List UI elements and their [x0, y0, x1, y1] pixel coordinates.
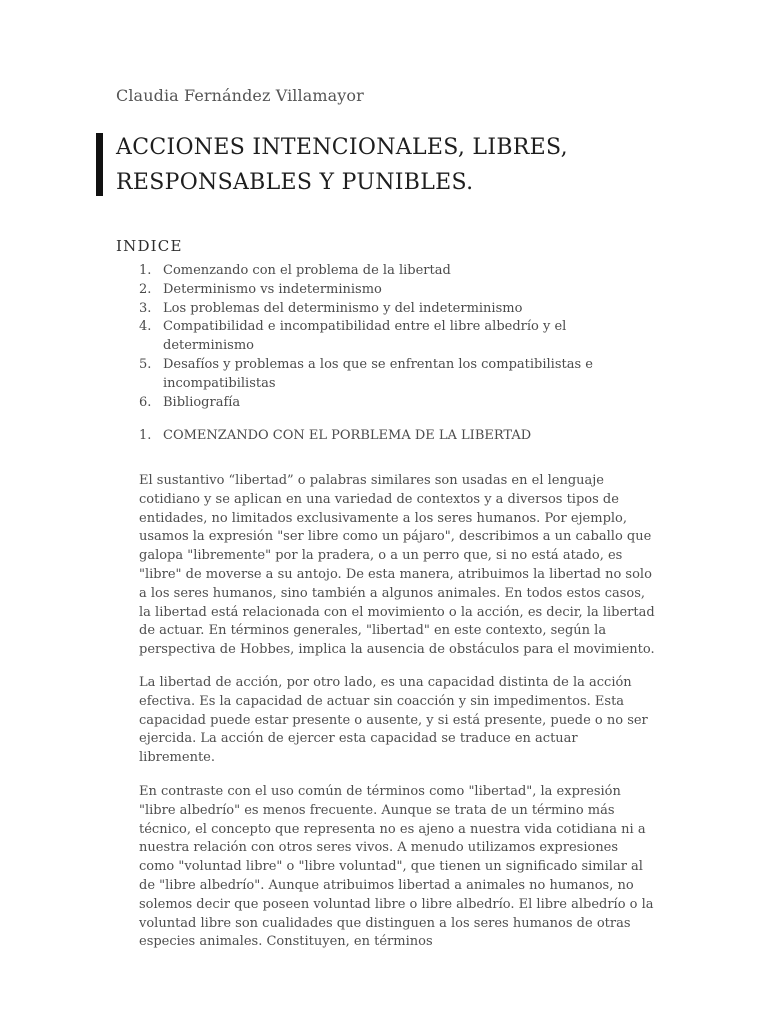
index-item-number: 1. [139, 263, 152, 278]
author-name: Claudia Fernández Villamayor [116, 86, 364, 105]
index-item-number: 3. [139, 300, 152, 316]
section-number: 1. [139, 428, 152, 443]
index-item-text: Compatibilidad e incompatibilidad entre el libre albedrío y el determinismo [163, 319, 567, 354]
body-paragraph: En contraste con el uso común de términos como "libertad", la expresión "libre albedrío" es menos frecuente. Aunque se trata de un término más técnico, el concepto que representa no es ajeno a nuestra vida cotidiana ni a nuestra relación con otros seres vivos. A menudo utilizamos expresiones como "voluntad libre" o "libre voluntad", que tienen un significado similar al de "libre albedrío". Aunque atribuimos libertad a animales no humanos, no solemos decir que poseen voluntad libre o libre albedrío. El libre albedrío o la voluntad libre son cualidades que distinguen a los seres humanos de otras especies animales. Constituyen, en términos [139, 784, 654, 950]
index-item [139, 300, 659, 319]
document-title: ACCIONES INTENCIONALES, LIBRES, RESPONSABLES Y PUNIBLES. [116, 135, 568, 195]
index-list [139, 262, 659, 412]
index-item [139, 356, 659, 394]
body-paragraph: La libertad de acción, por otro lado, es una capacidad distinta de la acción efectiva. Es la capacidad de actuar sin coacción y sin impedimentos. Esta capacidad puede estar presente o ausente, y si está presente, puede o no ser ejercida. La acción de ejercer esta capacidad se traduce en actuar libremente. [139, 675, 648, 766]
title-accent-bar [96, 133, 103, 196]
index-item [139, 262, 659, 281]
body-paragraph: El sustantivo “libertad” o palabras similares son usadas en el lenguaje cotidiano y se aplican en una variedad de contextos y a diversos tipos de entidades, no limitados exclusivamente a los seres humanos. Por ejemplo, usamos la expresión "ser libre como un pájaro", describimos a un caballo que galopa "libremente" por la pradera, o a un perro que, si no está atado, es "libre" de moverse a su antojo. De esta manera, atribuimos la libertad no solo a los seres humanos, sino también a algunos animales. En todos estos casos, la libertad está relacionada con el movimiento o la acción, es decir, la libertad de actuar. En términos generales, "libertad" en este contexto, según la perspectiva de Hobbes, implica la ausencia de obstáculos para el movimiento. [139, 473, 655, 658]
index-item-number: 4. [139, 319, 152, 335]
index-item-text: Los problemas del determinismo y del indeterminismo [163, 300, 523, 316]
index-item-text: Desafíos y problemas a los que se enfrentan los compatibilistas e incompatibilistas [163, 356, 593, 391]
index-item-number: 2. [139, 281, 152, 297]
index-heading: INDICE [116, 237, 183, 255]
index-item-text: Determinismo vs indeterminismo [163, 281, 382, 297]
index-item [139, 394, 659, 413]
index-item-text: Bibliografía [163, 394, 241, 410]
index-item-number: 6. [139, 394, 152, 410]
section-heading [139, 428, 531, 443]
index-item-number: 5. [139, 356, 152, 372]
index-item [139, 318, 659, 356]
index-item [139, 281, 659, 300]
section-title: COMENZANDO CON EL PORBLEMA DE LA LIBERTAD [163, 428, 532, 443]
index-item-text: Comenzando con el problema de la libertad [163, 263, 451, 278]
